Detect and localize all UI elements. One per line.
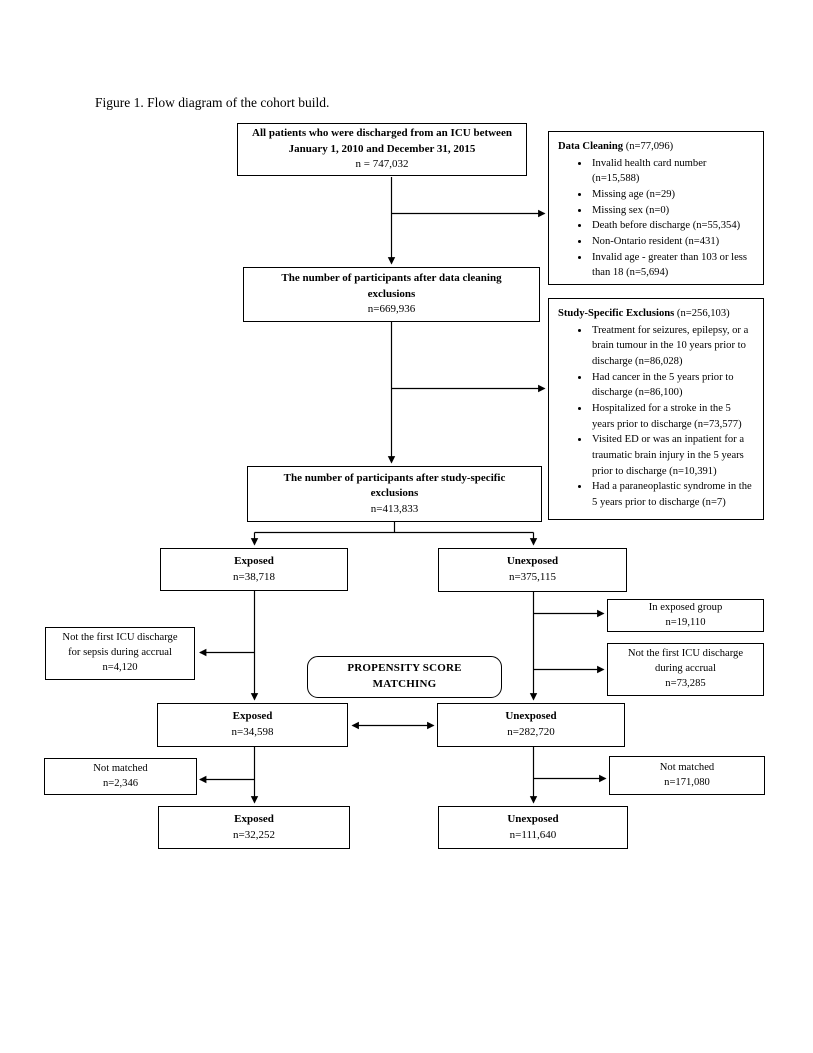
box-all-patients	[237, 123, 527, 176]
not-first-icu-line1: Not the first ICU discharge	[627, 648, 744, 660]
box-exposed-final-n: n=32,252	[233, 828, 275, 841]
box-exposed-initial-label: Exposed	[234, 554, 274, 567]
sepsis-n: n=4,120	[102, 661, 138, 673]
box-exposed-matched-input-n: n=34,598	[231, 726, 274, 738]
not-matched-exposed-n: n=2,346	[102, 777, 139, 789]
in-exposed-line1: In exposed group	[648, 601, 723, 613]
box-after-data-cleaning-line2: exclusions	[367, 287, 416, 300]
box-unexposed-matched-input	[437, 703, 625, 747]
data-cleaning-list	[558, 156, 755, 281]
list-item: • Visited ED or was an inpatient for a traumatic brain injury in the 5 years prior to discharge (n=10,391)	[590, 432, 755, 479]
study-exclusions-title-n: (n=256,103)	[676, 308, 730, 319]
sepsis-line1: Not the first ICU discharge	[62, 632, 178, 644]
list-item: • Treatment for seizures, epilepsy, or a brain tumour in the 10 years prior to discharge (n=86,028)	[590, 323, 755, 370]
box-not-first-icu-unexposed	[607, 643, 764, 696]
list-item: • Invalid age - greater than 103 or less than 18 (n=5,694)	[590, 250, 755, 281]
box-study-specific-exclusions	[548, 298, 764, 520]
figure-title: Figure 1. Flow diagram of the cohort build.	[95, 95, 330, 110]
list-item: • Hospitalized for a stroke in the 5 years prior to discharge (n=73,577)	[590, 401, 755, 432]
box-after-study-exclusions	[247, 466, 542, 522]
box-exposed-matched-input	[157, 703, 348, 747]
list-item: • Death before discharge (n=55,354)	[590, 218, 755, 234]
box-propensity-matching-label: PROPENSITY SCORE MATCHING	[347, 662, 462, 690]
not-matched-unexposed-line1: Not matched	[659, 761, 715, 773]
box-unexposed-final-label: Unexposed	[507, 812, 559, 825]
box-unexposed-final-n: n=111,640	[509, 828, 557, 841]
list-item: • Non-Ontario resident (n=431)	[590, 234, 755, 250]
box-all-patients-line2: January 1, 2010 and December 31, 2015	[288, 142, 476, 155]
box-exposed-final-label: Exposed	[234, 812, 274, 825]
box-after-study-exclusions-line2: exclusions	[370, 487, 419, 500]
box-exposed-initial	[160, 548, 348, 591]
box-exposed-initial-n: n=38,718	[233, 570, 275, 583]
sepsis-line2: for sepsis during accrual	[68, 647, 172, 659]
box-not-matched-exposed	[44, 758, 197, 795]
box-data-cleaning-exclusions	[548, 131, 764, 285]
box-all-patients-n: n = 747,032	[355, 158, 409, 171]
box-after-study-exclusions-n: n=413,833	[370, 502, 419, 515]
data-cleaning-title	[558, 139, 755, 155]
box-after-data-cleaning-line1: The number of participants after data cleaning	[281, 272, 502, 285]
data-cleaning-title-bold: Data Cleaning	[558, 141, 624, 152]
not-first-icu-line2: during accrual	[655, 663, 716, 675]
box-after-study-exclusions-line1: The number of participants after study-specific	[283, 471, 506, 484]
list-item: • Had cancer in the 5 years prior to discharge (n=86,100)	[590, 370, 755, 401]
box-unexposed-final	[438, 806, 628, 849]
list-item: • Missing age (n=29)	[590, 187, 755, 203]
box-propensity-matching	[307, 656, 502, 698]
box-exposed-final	[158, 806, 350, 849]
box-unexposed-matched-input-n: n=282,720	[507, 726, 555, 738]
study-exclusions-list	[558, 323, 755, 511]
not-matched-unexposed-n: n=171,080	[664, 776, 710, 788]
box-not-first-icu-sepsis	[45, 627, 195, 680]
box-unexposed-initial-n: n=375,115	[508, 571, 557, 583]
box-after-data-cleaning-n: n=669,936	[367, 303, 416, 316]
not-matched-exposed-line1: Not matched	[93, 762, 148, 774]
not-first-icu-n: n=73,285	[665, 677, 706, 689]
list-item: • Had a paraneoplastic syndrome in the 5 years prior to discharge (n=7)	[590, 479, 755, 510]
box-all-patients-line1: All patients who were discharged from an ICU between	[252, 127, 512, 140]
in-exposed-n: n=19,110	[665, 616, 706, 628]
study-exclusions-title-bold: Study-Specific Exclusions	[558, 308, 675, 319]
box-unexposed-initial-label: Unexposed	[506, 555, 559, 568]
data-cleaning-title-n: (n=77,096)	[625, 141, 674, 152]
box-exposed-matched-input-label: Exposed	[232, 710, 273, 723]
list-item: • Invalid health card number (n=15,588)	[590, 156, 755, 187]
box-unexposed-matched-input-label: Unexposed	[505, 710, 557, 723]
box-not-matched-unexposed	[609, 756, 765, 795]
box-in-exposed-group	[607, 599, 764, 632]
study-exclusions-title	[558, 306, 755, 322]
box-after-data-cleaning	[243, 267, 540, 322]
list-item: • Missing sex (n=0)	[590, 203, 755, 219]
box-unexposed-initial	[438, 548, 627, 592]
